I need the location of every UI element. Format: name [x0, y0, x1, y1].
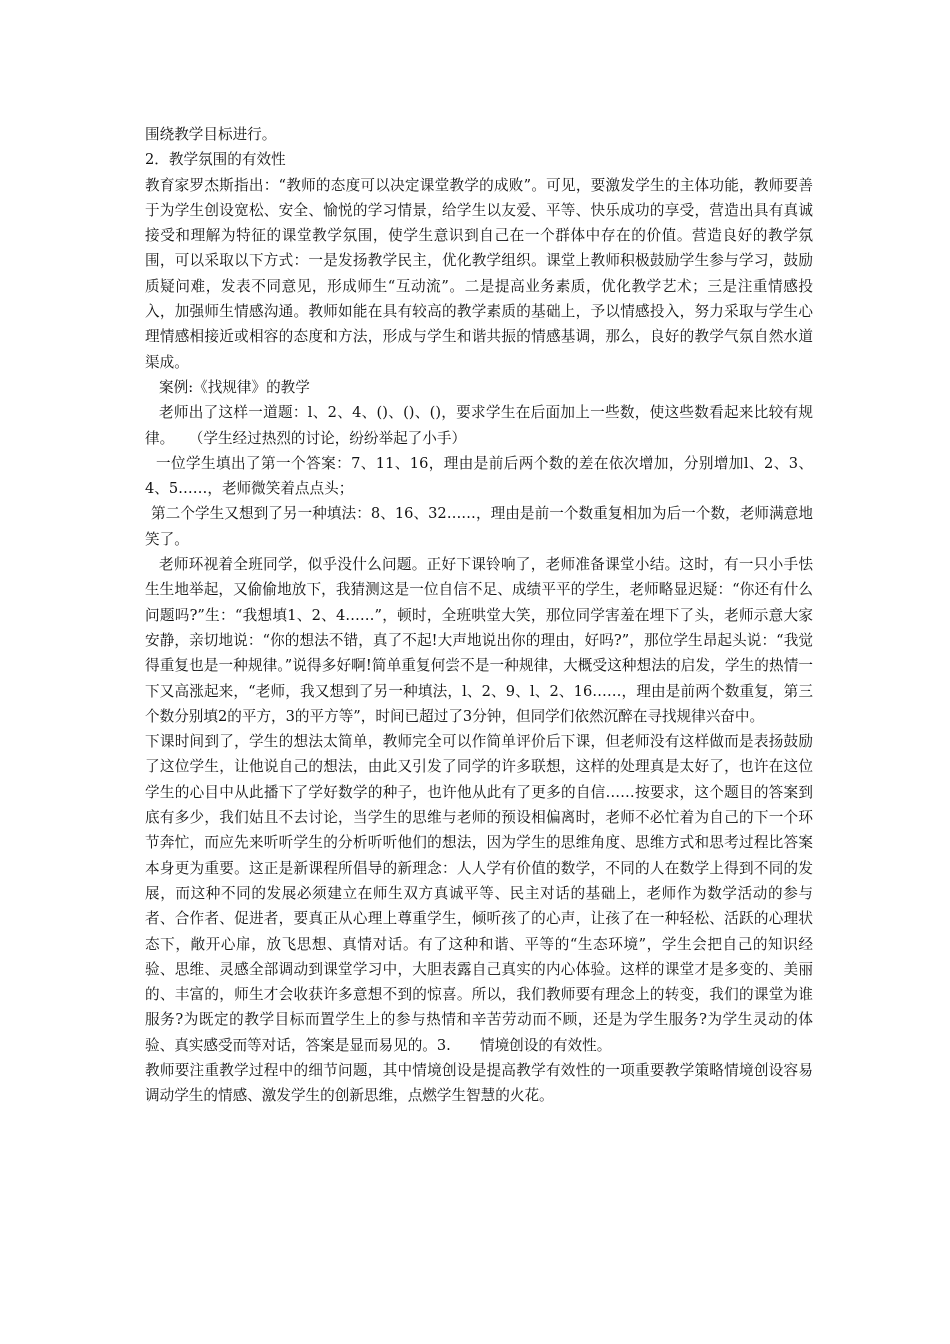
paragraph-second-answer: 第二个学生又想到了另一种填法：8、16、32……，理由是前一个数重复相加为后一个数，老师满意地笑了。 [145, 505, 813, 548]
case-heading: 案例:《找规律》的教学 [159, 378, 310, 396]
paragraph-situation-creation: 教师要注重教学过程中的细节问题，其中情境创设是提高教学有效性的一项重要教学策略情境创设容易调动学生的情感、激发学生的创新思维，点燃学生智慧的火花。 [145, 1061, 813, 1105]
paragraph-reflection: 下课时间到了，学生的想法太简单，教师完全可以作简单评价后下课，但老师没有这样做而是表扬鼓励了这位学生，让他说自己的想法，由此又引发了同学的许多联想，这样的处理真是太好了，也许在这位学生的心目中从此播下了学好数学的种子，也许他从此有了更多的自信……按要求，这个题目的答案到底有多少，我们姑且不去讨论，当学生的思维与老师的预设相偏离时，老师不必忙着为自己的下一个环节奔忙，而应先来听听学生的分析听听他们的想法，因为学生的思维角度、思维方式和思考过程比答案本身更为重要。这正是新课程所倡导的新理念：人人学有价值的数学，不同的人在数学上得到不同的发展，而这种不同的发展必须建立在师生双方真诚平等、民主对话的基础上，老师作为数学活动的参与者、合作者、促进者，要真正从心理上尊重学生，倾听孩了的心声，让孩了在一种轻松、活跃的心理状态下，敞开心扉，放飞思想、真情对话。有了这种和谐、平等的“生态环境”，学生会把自己的知识经验、思维、灵感全部调动到课堂学习中，大胆表露自己真实的内心体验。这样的课堂才是多变的、美丽的、丰富的，师生才会收获许多意想不到的惊喜。所以，我们教师要有理念上的转变，我们的课堂为谁服务?为既定的教学目标而置学生上的参与热情和辛苦劳动而不顾，还是为学生服务?为学生灵动的体验、真实感受而等对话，答案是显而易见的。3. 情境创设的有效性。 [145, 733, 813, 1054]
paragraph-third-answer: 老师环视着全班同学，似乎没什么问题。正好下课铃响了，老师准备课堂小结。这时，有一只小手怯生生地举起，又偷偷地放下，我猜测这是一位自信不足、成绩平平的学生，老师略显迟疑：“你还有什么问题吗?”生：“我想填1、2、4……”，顿时，全班哄堂大笑，那位同学害羞在埋下了头，老师示意大家安静，亲切地说：“你的想法不错，真了不起!大声地说出你的理由，好吗?”，那位学生昂起头说：“我觉得重复也是一种规律。”说得多好啊!简单重复何尝不是一种规律，大概受这种想法的启发，学生的热情一下又高涨起来，“老师，我又想到了另一种填法，l、2、9、l、2、16……，理由是前两个数重复，第三个数分别填2的平方，3的平方等”，时间已超过了3分钟，但同学们依然沉醉在寻找规律兴奋中。 [145, 556, 813, 725]
paragraph-first-answer: 一位学生填出了第一个答案：7、11、16，理由是前后两个数的差在依次增加，分别增加l、2、3、4、5……，老师微笑着点点头； [145, 454, 813, 498]
document-body [145, 122, 813, 1109]
paragraph-case-question: 老师出了这样一道题：l、2、4、()、()、()，要求学生在后面加上一些数，使这些数看起来比较有规律。 （学生经过热烈的讨论，纷纷举起了小手） [145, 404, 813, 447]
paragraph-rogers-quote: 教育家罗杰斯指出：“教师的态度可以决定课堂教学的成败”。可见，要激发学生的主体功能，教师要善于为学生创设宽松、安全、愉悦的学习情景，给学生以友爱、平等、快乐成功的享受，营造出具有真诚接受和理解为特征的课堂教学氛围，使学生意识到自己在一个群体中存在的价值。营造良好的教学氛围，可以采取以下方式：一是发扬教学民主，优化教学组织。课堂上教师积极鼓励学生参与学习，鼓励质疑问难，发表不同意见，形成师生“互动流”。二是提高业务素质，优化教学艺术；三是注重情感投入，加强师生情感沟通。教师如能在具有较高的教学素质的基础上，予以情感投入，努力采取与学生心理情感相接近或相容的态度和方法，形成与学生和谐共振的情感基调，那么，良好的教学气氛自然水道渠成。 [145, 176, 813, 371]
paragraph-continuation: 围绕教学目标进行。 [145, 126, 277, 143]
section-heading-teaching-atmosphere: 2．教学氛围的有效性 [145, 151, 286, 169]
